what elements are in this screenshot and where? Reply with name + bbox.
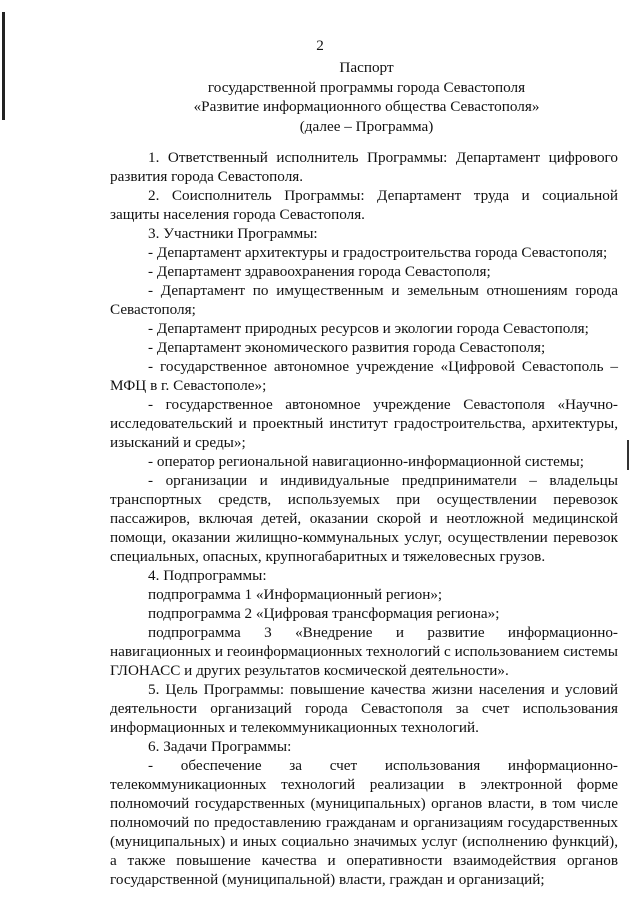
participant-item: - организации и индивидуальные предприниматели – владельцы транспортных средств, используемых при осуществлении перевозок пассажиров, включая детей, оказании скорой и неотложной медицинской помощи, оказании жилищно-коммунальных услуг, осуществлении перевозок специальных, опасных, крупногабаритных и тяжеловесных грузов. (110, 472, 618, 565)
document-body (110, 148, 618, 889)
task-item: - обеспечение за счет использования информационно-телекоммуникационных технологий реализации в электронной форме полномочий государственных (муниципальных) органов власти, в том числе полномочий по предоставлению гражданам и организациям государственных (муниципальных) и иных социально значимых услуг (исполнению функций), а также повышение качества и оперативности взаимодействия органов государственной (муниципальной) власти, граждан и организаций; (110, 757, 618, 888)
participants-heading: 3. Участники Программы: (148, 225, 318, 242)
subprogram-item: подпрограмма 3 «Внедрение и развитие информационно-навигационных и геоинформационных технологий с использованием системы ГЛОНАСС и других результатов космической деятельности». (110, 624, 618, 679)
title-line-2: государственной программы города Севастополя (207, 78, 526, 96)
tasks-heading: 6. Задачи Программы: (148, 738, 292, 755)
participant-item: - Департамент архитектуры и градостроительства города Севастополя; (148, 244, 608, 261)
participant-item: - Департамент экономического развития города Севастополя; (148, 339, 546, 356)
participant-item: - Департамент по имущественным и земельным отношениям города Севастополя; (110, 282, 618, 318)
program-goal: 5. Цель Программы: повышение качества жизни населения и условий деятельности организаций города Севастополя за счет использования информационных и телекоммуникационных технологий. (110, 681, 618, 736)
scan-edge-mark (627, 440, 629, 470)
page-number: 2 (316, 37, 324, 54)
co-executor: 2. Соисполнитель Программы: Департамент труда и социальной защиты населения города Севастополя. (110, 187, 618, 223)
participant-item: - Департамент природных ресурсов и экологии города Севастополя; (148, 320, 589, 337)
subprograms-heading: 4. Подпрограммы: (148, 567, 267, 584)
participant-item: - Департамент здравоохранения города Севастополя; (148, 263, 491, 280)
participant-item: - государственное автономное учреждение «Цифровой Севастополь – МФЦ в г. Севастополе»; (110, 358, 618, 394)
participant-item: - государственное автономное учреждение Севастополя «Научно-исследовательский и проектный институт градостроительства, архитектуры, изысканий и среды»; (110, 396, 618, 451)
participant-item: - оператор региональной навигационно-информационной системы; (148, 453, 584, 470)
title-line-1: Паспорт (339, 59, 394, 76)
title-line-4: (далее – Программа) (299, 117, 434, 135)
subprogram-item: подпрограмма 2 «Цифровая трансформация региона»; (148, 605, 500, 622)
responsible-executor: 1. Ответственный исполнитель Программы: Департамент цифрового развития города Севастополя. (110, 149, 618, 185)
subprogram-item: подпрограмма 1 «Информационный регион»; (148, 586, 443, 603)
document-title (0, 58, 640, 136)
title-line-3: «Развитие информационного общества Севастополя» (193, 98, 540, 115)
